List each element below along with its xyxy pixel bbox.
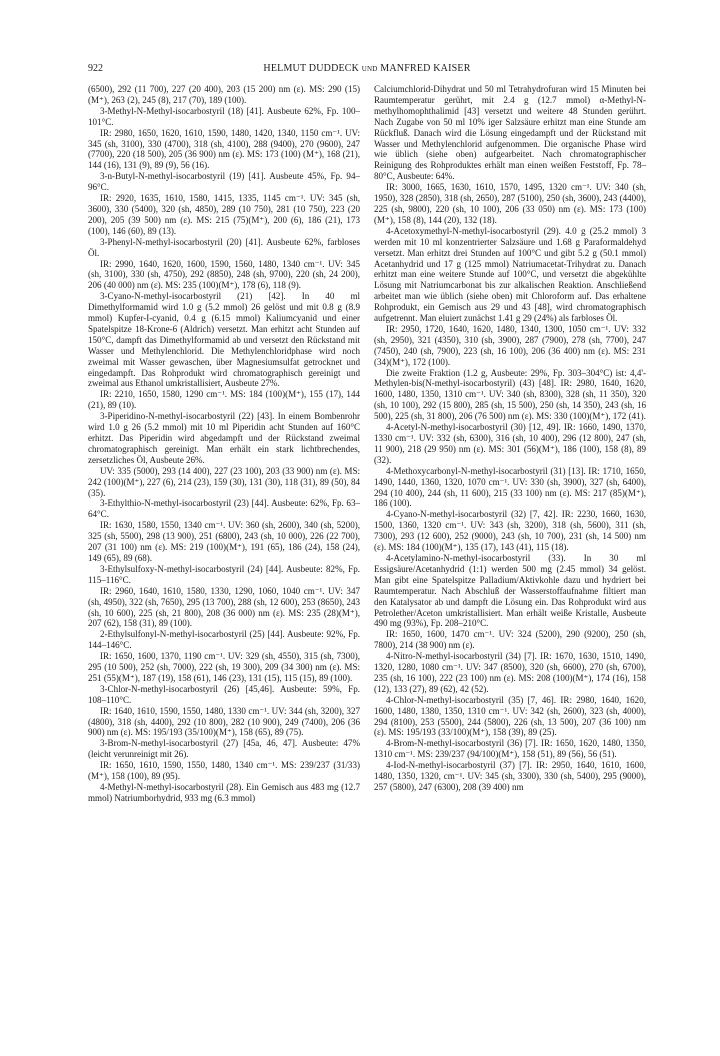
procedure-paragraph: 3-Piperidino-N-methyl-isocarbostyril (22) [43]. In einem Bombenrohr wird 1.0 g 26 (5.2 mmol) mit 10 ml Piperidin acht Stunden auf 160°C erhitzt. Das Piperidin wird abgedampft und der Rückstand zweimal chromatographisch gereinigt. Man erhält ein stark lichtbrechendes, zersetzliches Öl, Ausbeute 26%.: [88, 411, 360, 465]
spectral-data: IR: 2950, 1720, 1640, 1620, 1480, 1340, 1300, 1050 cm⁻¹. UV: 332 (sh, 2950), 321 (4350), 310 (sh, 3900), 287 (7900), 278 (sh, 7700), 247 (7450), 240 (sh, 7900), 223 (sh, 16 100), 206 (36 400) nm (ε). MS: 231 (34)(M⁺), 172 (100).: [374, 323, 646, 367]
left-column: [88, 84, 360, 804]
compound-heading: 3-Ethylthio-N-methyl-isocarbostyril (23) [44]. Ausbeute: 62%, Fp. 63–64°C.: [88, 498, 360, 520]
running-head: [88, 62, 646, 76]
compound-heading: 2-Ethylsulfonyl-N-methyl-isocarbostyril (25) [44]. Ausbeute: 92%, Fp. 144–146°C.: [88, 629, 360, 651]
procedure-paragraph: 4-Methyl-N-methyl-isocarbostyril (28). Ein Gemisch aus 483 mg (12.7 mmol) Natriumborhydrid, 933 mg (6.3 mmol): [88, 782, 360, 803]
spectral-data: IR: 1650, 1610, 1590, 1550, 1480, 1340 cm⁻¹. MS: 239/237 (31/33)(M⁺), 158 (100), 89 (95).: [88, 760, 360, 782]
compound-entry: 4-Brom-N-methyl-isocarbostyril (36) [7]. IR: 1650, 1620, 1480, 1350, 1310 cm⁻¹. MS: 239/237 (94/100)(M⁺), 158 (51), 89 (56), 56 (51).: [374, 738, 646, 760]
spectral-data: UV: 335 (5000), 293 (14 400), 227 (23 100), 203 (33 900) nm (ε). MS: 242 (100)(M⁺), 227 (6), 214 (23), 159 (30), 131 (30), 118 (31), 89 (50), 84 (35).: [88, 465, 360, 498]
right-column: [374, 84, 646, 793]
spectral-data: IR: 1650, 1600, 1470 cm⁻¹. UV: 324 (5200), 290 (9200), 250 (sh, 7800), 214 (38 900) nm (ε).: [374, 629, 646, 651]
spectral-data: IR: 2990, 1640, 1620, 1600, 1590, 1560, 1480, 1340 cm⁻¹. UV: 345 (sh, 3100), 330 (sh, 4750), 292 (8850), 248 (sh, 9700), 220 (sh, 24 200), 206 (40 000) nm (ε). MS: 235 (100)(M⁺), 178 (6), 118 (9).: [88, 258, 360, 291]
spectral-data: IR: 2210, 1650, 1580, 1290 cm⁻¹. MS: 184 (100)(M⁺), 155 (17), 144 (21), 89 (10).: [88, 389, 360, 411]
compound-entry: 4-Iod-N-methyl-isocarbostyril (37) [7]. IR: 2950, 1640, 1610, 1600, 1480, 1350, 1320, cm⁻¹. UV: 345 (sh, 3300), 330 (sh, 5400), 295 (9000), 257 (5800), 247 (6300), 208 (39 400) nm: [374, 760, 646, 792]
procedure-paragraph: Calciumchlorid-Dihydrat und 50 ml Tetrahydrofuran wird 15 Minuten bei Raumtemperatur gerührt, mit 2.4 g (12.7 mmol) α-Methyl-N-methylhomophthalimid [43] versetzt und weitere 48 Stunden gerührt. Nach Zugabe von 50 ml 10% iger Salzsäure erhitzt man eine Stunde am Rückfluß. Danach wird die Lösung eingedampft und der Rückstand mit Wasser und Methylenchlorid aufgenommen. Die organische Phase wird wie üblich (siehe oben) aufgearbeitet. Nach chromatographischer Reinigung des Rohproduktes erhält man einen weißen Feststoff, Fp. 78–80°C, Ausbeute: 64%.: [374, 84, 646, 182]
compound-heading: 3-Ethylsulfoxy-N-methyl-isocarbostyril (24) [44]. Ausbeute: 82%, Fp. 115–116°C.: [88, 563, 360, 585]
spectral-data: IR: 2960, 1640, 1610, 1580, 1330, 1290, 1060, 1040 cm⁻¹. UV: 347 (sh, 4950), 322 (sh, 7650), 295 (13 700), 288 (sh, 12 600), 253 (8650), 243 (sh, 10 600), 225 (sh, 21 800), 208 (36 000) nm (ε). MS: 235 (28)(M⁺), 207 (62), 158 (31), 89 (100).: [88, 585, 360, 629]
compound-heading: 3-Brom-N-methyl-isocarbostyril (27) [45a, 46, 47]. Ausbeute: 47% (leicht verunreinigt mit 26).: [88, 738, 360, 760]
compound-entry: 4-Nitro-N-methyl-isocarbostyril (34) [7]. IR: 1670, 1630, 1510, 1490, 1320, 1280, 1080 cm⁻¹. UV: 347 (8500), 320 (sh, 6600), 270 (sh, 6700), 235 (sh, 16 100), 222 (23 100) nm (ε). MS: 208 (100)(M⁺), 174 (16), 158 (12), 133 (27), 89 (62), 42 (52).: [374, 651, 646, 694]
running-head-authors: HELMUT DUDDECK und MANFRED KAISER: [263, 63, 471, 74]
spectral-data: IR: 3000, 1665, 1630, 1610, 1570, 1495, 1320 cm⁻¹. UV: 340 (sh, 1950), 328 (2850), 318 (sh, 2650), 287 (5100), 250 (sh, 3600), 243 (4400), 225 (sh, 9800), 220 (sh, 10 100), 206 (33 050) nm (ε). MS: 173 (100)(M⁺), 158 (8), 144 (20), 132 (18).: [374, 182, 646, 225]
compound-heading: 3-n-Butyl-N-methyl-isocarbostyril (19) [41]. Ausbeute 45%, Fp. 94–96°C.: [88, 171, 360, 193]
spectral-data: IR: 2920, 1635, 1610, 1580, 1415, 1335, 1145 cm⁻¹. UV: 345 (sh, 3600), 330 (5400), 320 (sh, 4850), 289 (10 750), 281 (10 750), 223 (20 200), 205 (39 500) nm (ε). MS: 215 (75)(M⁺), 200 (6), 186 (21), 173 (100), 146 (60), 89 (13).: [88, 193, 360, 236]
paragraph: Die zweite Fraktion (1.2 g, Ausbeute: 29%, Fp. 303–304°C) ist: 4,4'-Methylen-bis(N-methyl-isocarbostyril) (43) [48]. IR: 2980, 1640, 1620, 1600, 1480, 1350, 1310 cm⁻¹. UV: 340 (sh, 8300), 328 (sh, 11 350), 320 (sh, 10 100), 292 (15 800), 285 (sh, 15 500), 250 (sh, 14 350), 243 (sh, 16 500), 225 (sh, 31 800), 206 (76 500) nm (ε). MS: 330 (100)(M⁺), 172 (41).: [374, 367, 646, 422]
compound-heading: 3-Chlor-N-methyl-isocarbostyril (26) [45,46]. Ausbeute: 59%, Fp. 108–110°C.: [88, 683, 360, 705]
spectral-data: IR: 1650, 1600, 1370, 1190 cm⁻¹. UV: 329 (sh, 4550), 315 (sh, 7300), 295 (10 500), 252 (sh, 7000), 222 (sh, 19 300), 209 (34 300) nm (ε). MS: 251 (55)(M⁺), 187 (19), 158 (61), 146 (23), 131 (15), 115 (15), 89 (100).: [88, 651, 360, 683]
compound-heading: 3-Methyl-N-Methyl-isocarbostyril (18) [41]. Ausbeute 62%, Fp. 100–101°C.: [88, 105, 360, 127]
procedure-paragraph: 4-Acetylamino-N-methyl-isocarbostyril (33). In 30 ml Essigsäure/Acetanhydrid (1:1) werden 500 mg (2.45 mmol) 34 gelöst. Man gibt eine Spatelspitze Palladium/Aktivkohle dazu und hydriert bei Raumtemperatur. Nach Abschluß der Wasserstoffaufnahme filtiert man den Katalysator ab und dampft die Lösung ein. Das Rohprodukt wird aus Petrolether/Aceton umkristallisiert. Man erhält weiße Kristalle, Ausbeute 490 mg (93%), Fp. 208–210°C.: [374, 552, 646, 629]
paragraph: (6500), 292 (11 700), 227 (20 400), 203 (15 200) nm (ε). MS: 290 (15)(M⁺), 263 (2), 245 (8), 217 (70), 189 (100).: [88, 84, 360, 105]
compound-entry: 4-Chlor-N-methyl-isocarbostyril (35) [7, 46]. IR: 2980, 1640, 1620, 1600, 1480, 1380, 1350, 1310 cm⁻¹. UV: 342 (sh, 2600), 323 (sh, 4000), 294 (8100), 253 (5500), 244 (5800), 226 (sh, 13 500), 207 (36 100) nm (ε). MS: 195/193 (33/100)(M⁺), 158 (39), 89 (25).: [374, 694, 646, 738]
compound-entry: 4-Acetyl-N-methyl-isocarbostyril (30) [12, 49]. IR: 1660, 1490, 1370, 1330 cm⁻¹. UV: 332 (sh, 6300), 316 (sh, 10 400), 296 (12 800), 247 (sh, 11 900), 218 (29 950) nm (ε). MS: 301 (56)(M⁺), 186 (100), 158 (8), 89 (32).: [374, 422, 646, 465]
spectral-data: IR: 1640, 1610, 1590, 1550, 1480, 1330 cm⁻¹. UV: 344 (sh, 3200), 327 (4800), 318 (sh, 4400), 292 (10 800), 282 (10 900), 249 (7400), 206 (36 900) nm (ε). MS: 195/193 (35/100)(M⁺), 158 (65), 89 (75).: [88, 705, 360, 738]
page-number: 922: [88, 63, 103, 74]
compound-entry: 4-Cyano-N-methyl-isocarbostyril (32) [7, 42]. IR: 2230, 1660, 1630, 1500, 1360, 1320 cm⁻¹. UV: 343 (sh, 3200), 318 (sh, 5600), 311 (sh, 7300), 293 (12 600), 252 (9000), 243 (sh, 10 700), 231 (sh, 14 500) nm (ε). MS: 184 (100)(M⁺), 135 (17), 143 (41), 115 (18).: [374, 509, 646, 553]
procedure-paragraph: 3-Cyano-N-methyl-isocarbostyril (21) [42]. In 40 ml Dimethylformamid wird 1.0 g (5.2 mmol) 26 gelöst und mit 0.8 g (8.9 mmol) Kupfer-I-cyanid, 0.4 g (6.15 mmol) Kaliumcyanid und einer Spatelspitze 18-Krone-6 (Aldrich) versetzt. Man erhitzt acht Stunden auf 150°C, dampft das Dimethylformamid ab und versetzt den Rückstand mit Wasser und Methylenchlorid. Die Methylenchloridphase wird noch zweimal mit Wasser gewaschen, über Magnesiumsulfat getrocknet und eingedampft. Das Rohprodukt wird chromatographisch gereinigt und zweimal aus Ethanol umkristallisiert, Ausbeute 27%.: [88, 291, 360, 389]
compound-heading: 3-Phenyl-N-methyl-isocarbostyril (20) [41]. Ausbeute 62%, farbloses Öl.: [88, 236, 360, 258]
spectral-data: IR: 2980, 1650, 1620, 1610, 1590, 1480, 1420, 1340, 1150 cm⁻¹. UV: 345 (sh, 3100), 330 (4700), 318 (sh, 4100), 288 (9400), 270 (9600), 247 (7700), 220 (18 500), 205 (36 900) nm (ε). MS: 173 (100) (M⁺), 168 (21), 144 (16), 131 (9), 89 (9), 56 (16).: [88, 127, 360, 171]
procedure-paragraph: 4-Acetoxymethyl-N-methyl-isocarbostyril (29). 4.0 g (25.2 mmol) 3 werden mit 10 ml konzentrierter Salzsäure und 1.68 g Paraformaldehyd versetzt. Man erhitzt drei Stunden auf 100°C und gibt 5.2 g (50.1 mmol) Acetanhydrid und 17 g (125 mmol) Natriumacetat-Trihydrat zu. Danach erhitzt man eine weitere Stunde auf 100°C, und versetzt die abgekühlte Lösung mit Natriumcarbonat bis zur alkalischen Reaktion. Anschließend arbeitet man wie üblich (siehe oben) mit Chloroform auf. Das erhaltene Rohprodukt, ein Gemisch aus 29 und 43 [48], wird chromatographisch aufgetrennt. Man eluiert zunächst 1.41 g 29 (24%) als farbloses Öl.: [374, 225, 646, 324]
compound-entry: 4-Methoxycarbonyl-N-methyl-isocarbostyril (31) [13]. IR: 1710, 1650, 1490, 1440, 1360, 1320, 1070 cm⁻¹. UV: 330 (sh, 3900), 327 (sh, 6400), 294 (10 400), 244 (sh, 11 600), 215 (33 100) nm (ε). MS: 217 (85)(M⁺), 186 (100).: [374, 465, 646, 509]
spectral-data: IR: 1630, 1580, 1550, 1340 cm⁻¹. UV: 360 (sh, 2600), 340 (sh, 5200), 325 (sh, 5500), 298 (13 900), 251 (6800), 243 (sh, 10 000), 226 (22 700), 207 (31 100) nm (ε). MS: 219 (100)(M⁺), 191 (65), 186 (24), 158 (24), 149 (65), 89 (68).: [88, 520, 360, 563]
